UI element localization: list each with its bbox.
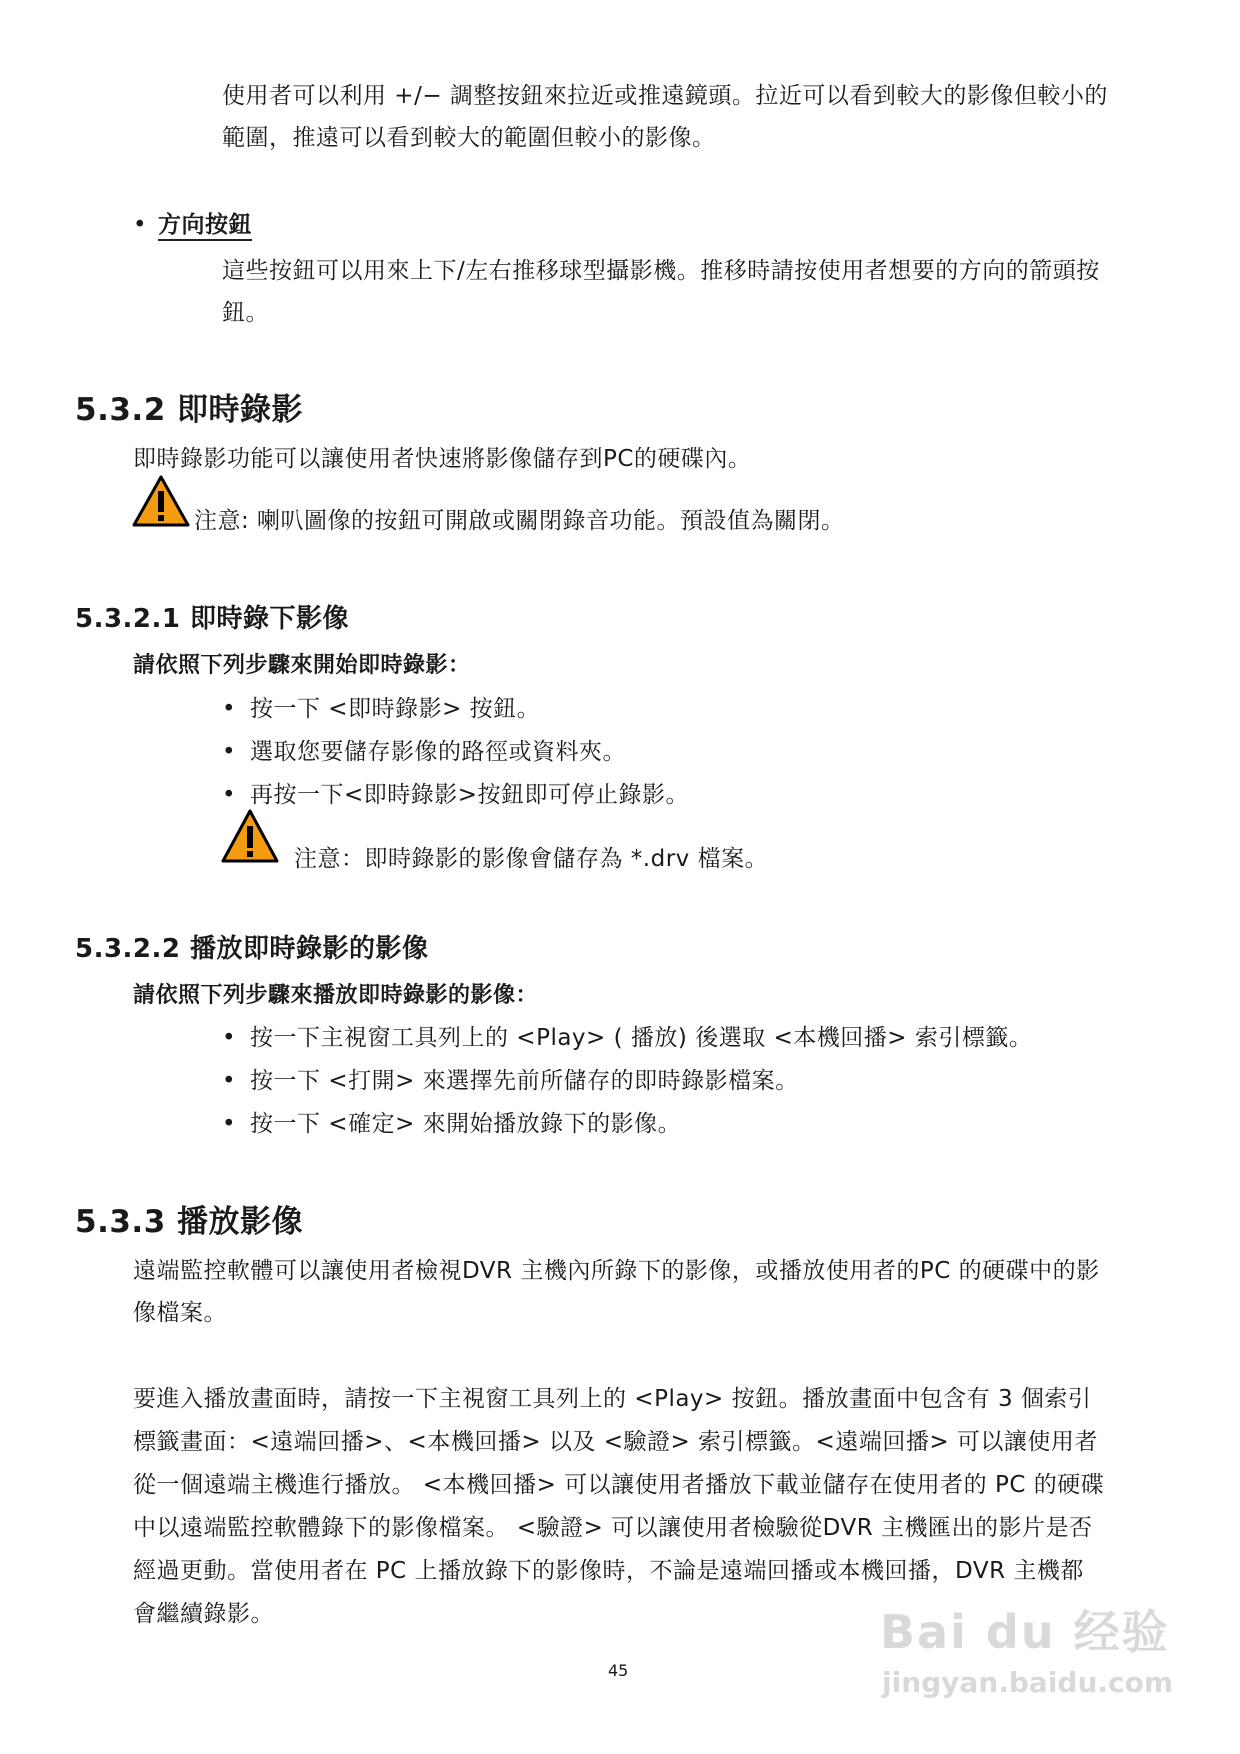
section-533-p1-line: 遠端監控軟體可以讓使用者檢視DVR 主機內所錄下的影像，或播放使用者的PC 的硬碟中的影	[133, 1258, 1100, 1284]
step-text: 按一下 <確定> 來開始播放錄下的影像。	[250, 1111, 682, 1137]
section-5321-lead: 請依照下列步驟來開始即時錄影：	[133, 653, 471, 678]
bullet-dot: •	[222, 696, 237, 722]
list-item	[222, 774, 689, 816]
step-text: 按一下主視窗工具列上的 <Play> ( 播放) 後選取 <本機回播> 索引標籤。	[250, 1025, 1033, 1051]
warning-triangle-icon	[131, 474, 191, 528]
section-533-p2-line: 經過更動。當使用者在 PC 上播放錄下的影像時，不論是遠端回播或本機回播，DVR 主機都	[133, 1558, 1084, 1584]
bullet-dot: •	[222, 1068, 237, 1094]
section-5322-lead: 請依照下列步驟來播放即時錄影的影像：	[133, 983, 539, 1008]
section-5322-heading: 5.3.2.2 播放即時錄影的影像	[75, 934, 429, 964]
step-text: 選取您要儲存影像的路徑或資料夾。	[250, 739, 626, 765]
section-533-p2-line: 中以遠端監控軟體錄下的影像檔案。 <驗證> 可以讓使用者檢驗從DVR 主機匯出的影片是否	[133, 1515, 1093, 1541]
step-text: 按一下 <打開> 來選擇先前所儲存的即時錄影檔案。	[250, 1068, 799, 1094]
bullet-dot: •	[222, 1025, 237, 1051]
list-item	[222, 1017, 1032, 1059]
list-item	[222, 1103, 681, 1145]
section-533-heading: 5.3.3 播放影像	[75, 1204, 304, 1240]
list-item	[222, 1060, 799, 1102]
watermark-url: jingyan.baidu.com	[882, 1666, 1174, 1699]
bullet-dot: •	[222, 1111, 237, 1137]
section-533-p2-line: 標籤畫面：<遠端回播>、<本機回播> 以及 <驗證> 索引標籤。<遠端回播> 可以讓使用者	[133, 1429, 1098, 1455]
section-533-p2-line: 從一個遠端主機進行播放。 <本機回播> 可以讓使用者播放下載並儲存在使用者的 PC 的硬碟	[133, 1472, 1105, 1498]
direction-description-line1: 這些按鈕可以用來上下/左右推移球型攝影機。推移時請按使用者想要的方向的箭頭按	[222, 258, 1100, 284]
section-5321-note: 注意：即時錄影的影像會儲存為 *.drv 檔案。	[294, 846, 769, 872]
section-532-body: 即時錄影功能可以讓使用者快速將影像儲存到PC的硬碟內。	[133, 446, 752, 472]
section-532-note: 注意: 喇叭圖像的按鈕可開啟或關閉錄音功能。預設值為關閉。	[194, 508, 845, 534]
direction-bullet: •	[133, 212, 148, 238]
zoom-description-line1: 使用者可以利用 +/− 調整按鈕來拉近或推遠鏡頭。拉近可以看到較大的影像但較小的	[222, 83, 1108, 109]
section-532-heading: 5.3.2 即時錄影	[75, 392, 304, 428]
list-item	[222, 731, 626, 773]
section-533-p2-line: 會繼續錄影。	[133, 1601, 274, 1627]
direction-heading	[158, 204, 252, 246]
warning-triangle-icon	[220, 808, 280, 864]
section-533-p2-line: 要進入播放畫面時，請按一下主視窗工具列上的 <Play> 按鈕。播放畫面中包含有 3 個索引	[133, 1386, 1092, 1412]
step-text: 再按一下<即時錄影>按鈕即可停止錄影。	[250, 782, 690, 808]
step-text: 按一下 <即時錄影> 按鈕。	[250, 696, 541, 722]
list-item	[222, 688, 540, 730]
direction-description-line2: 鈕。	[222, 300, 269, 326]
bullet-dot: •	[222, 782, 237, 808]
zoom-description-line2: 範圍，推遠可以看到較大的範圍但較小的影像。	[222, 125, 716, 151]
section-533-p1-line: 像檔案。	[133, 1300, 227, 1326]
section-5321-heading: 5.3.2.1 即時錄下影像	[75, 604, 350, 634]
bullet-dot: •	[222, 739, 237, 765]
watermark-brand: Bai du 经验	[880, 1605, 1170, 1659]
page-number: 45	[608, 1661, 629, 1680]
direction-heading-text: 方向按鈕	[158, 212, 252, 241]
